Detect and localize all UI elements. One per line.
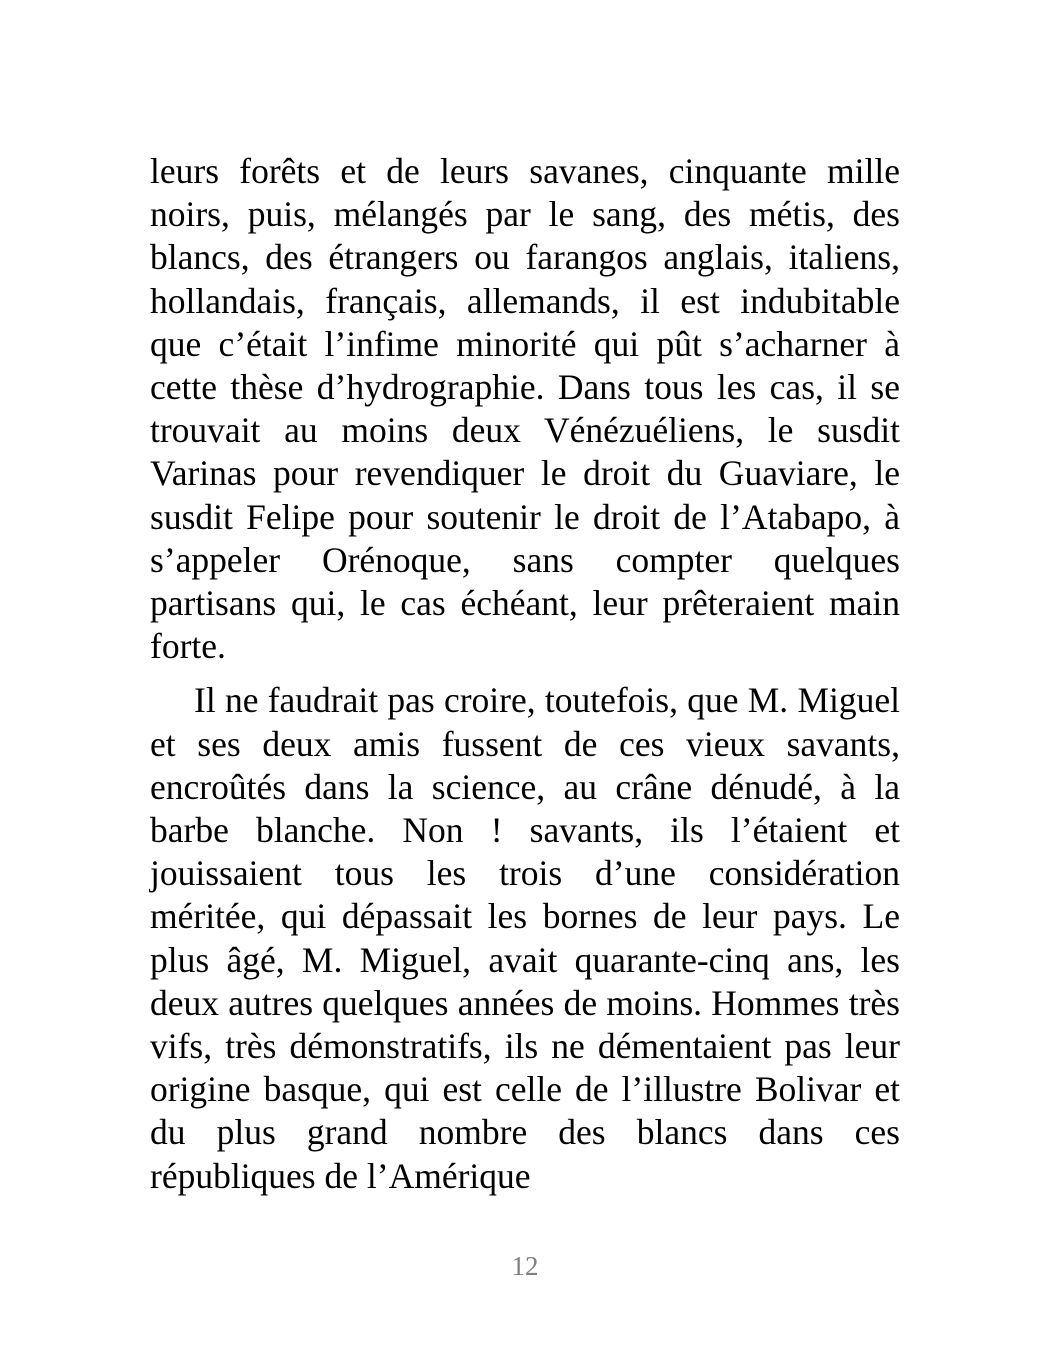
body-text [150, 150, 900, 1198]
paragraph-2: Il ne faudrait pas croire, toutefois, que M. Miguel et ses deux amis fussent de ces vieux savants, encroûtés dans la science, au crâne dénudé, à la barbe blanche. Non ! savants, ils l’étaient et jouissaient tous les trois d’une considération méritée, qui dépassait les bornes de leur pays. Le plus âgé, M. Miguel, avait quarante-cinq ans, les deux autres quelques années de moins. Hommes très vifs, très démonstratifs, ils ne démentaient pas leur origine basque, qui est celle de l’illustre Bolivar et du plus grand nombre des blancs dans ces républiques de l’Amérique [150, 680, 900, 1196]
page-number: 12 [511, 1251, 539, 1281]
paragraph-1: leurs forêts et de leurs savanes, cinquante mille noirs, puis, mélangés par le sang, des métis, des blancs, des étrangers ou farangos anglais, italiens, hollandais, français, allemands, il est indubitable que c’était l’infime minorité qui pût s’acharner à cette thèse d’hydrographie. Dans tous les cas, il se trouvait au moins deux Vénézuéliens, le susdit Varinas pour revendiquer le droit du Guaviare, le susdit Felipe pour soutenir le droit de l’Atabapo, à s’appeler Orénoque, sans compter quelques partisans qui, le cas échéant, leur prêteraient main forte. [150, 151, 900, 667]
